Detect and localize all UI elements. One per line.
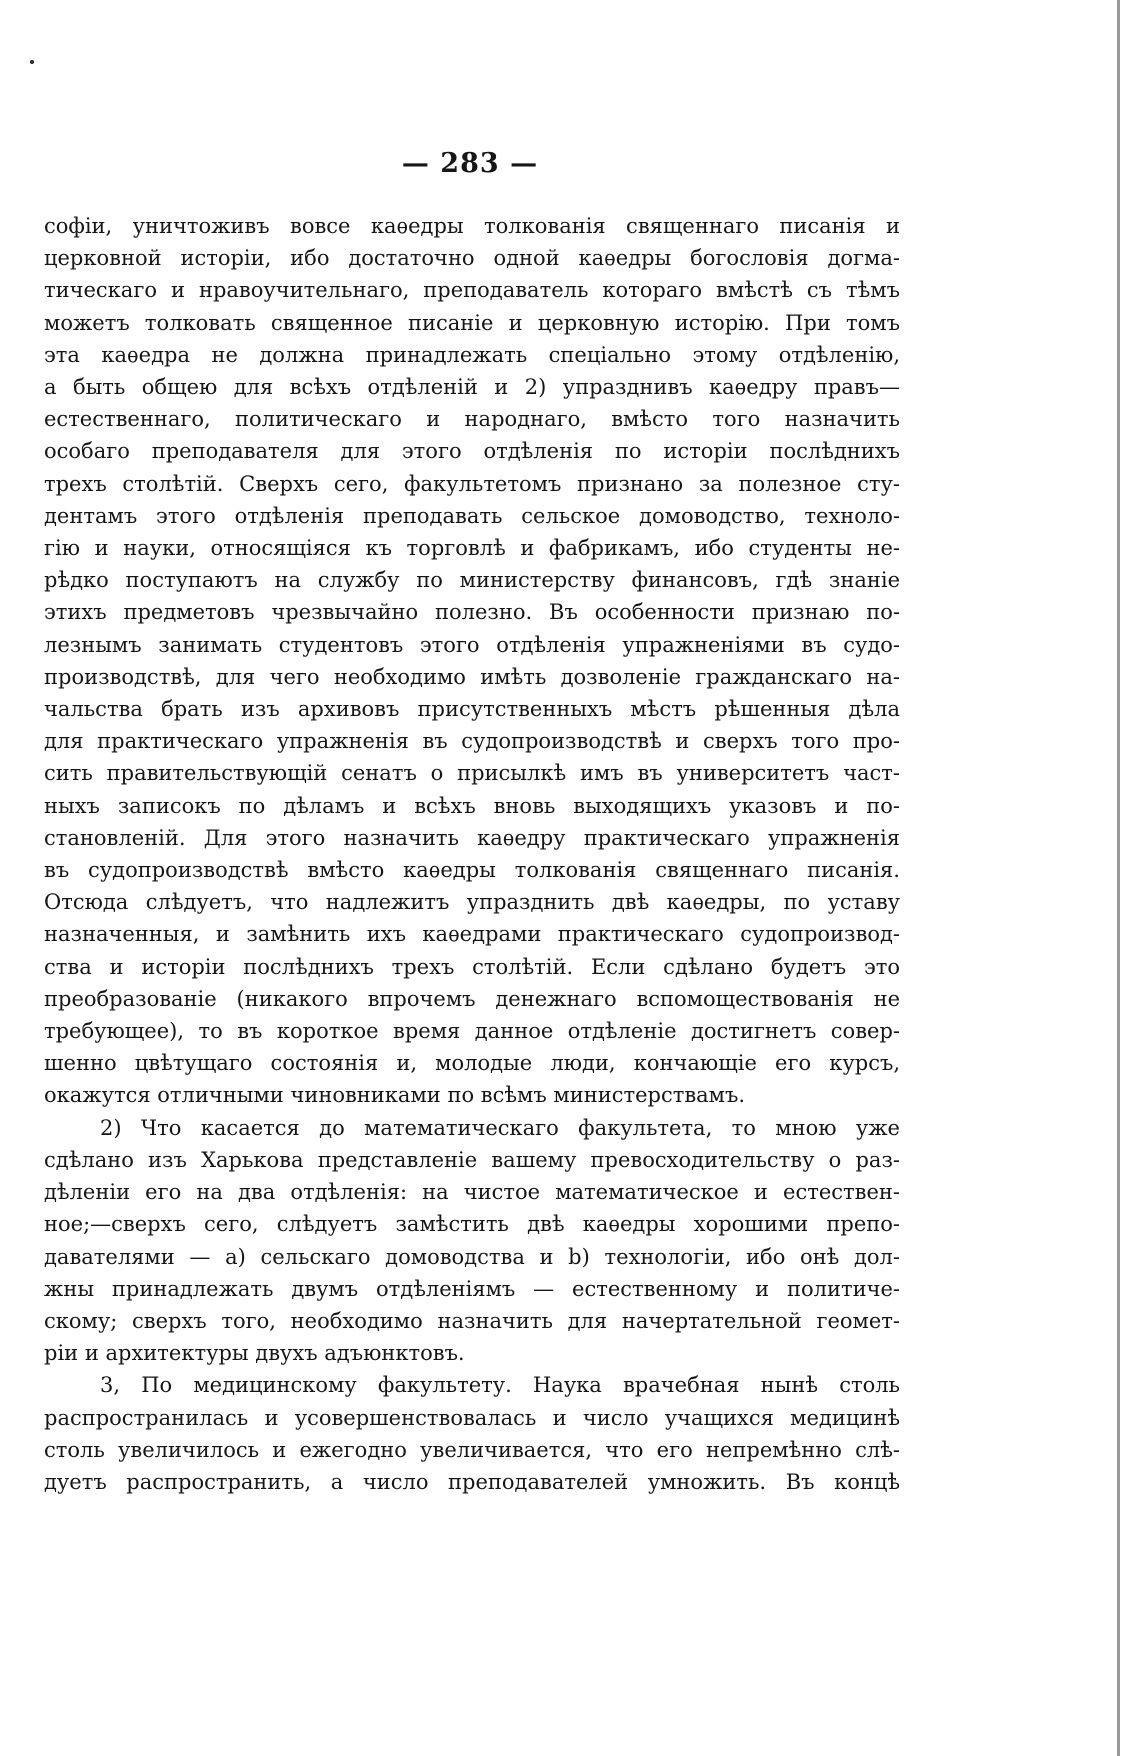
- text-line: дѣленіи его на два отдѣленія: на чистое математическое и естествен-: [44, 1180, 900, 1205]
- paragraph-end-line: окажутся отличными чиновниками по всѣмъ министерствамъ.: [44, 1083, 746, 1108]
- text-line: можетъ толковать священное писаніе и церковную исторію. При томъ: [44, 310, 900, 335]
- text-line: дуетъ распространить, а число преподавателей умножить. Въ концѣ: [44, 1469, 900, 1494]
- text-line: гію и науки, относящіяся къ торговлѣ и фабрикамъ, ибо студенты не-: [44, 536, 900, 561]
- text-line: шенно цвѣтущаго состоянія и, молодые люди, кончающіе его курсъ,: [44, 1051, 900, 1076]
- text-line: церковной исторіи, ибо достаточно одной каѳедры богословія догма-: [44, 246, 900, 271]
- scan-speck: [30, 60, 34, 64]
- page-text-block: [44, 210, 900, 1498]
- page-number: — 283 —: [401, 148, 539, 179]
- paragraph-start-line: 2) Что касается до математическаго факультета, то мною уже: [100, 1115, 900, 1140]
- text-line: софіи, уничтоживъ вовсе каѳедры толкованія священнаго писанія и: [44, 214, 900, 238]
- text-line: Отсюда слѣдуетъ, что надлежитъ упразднить двѣ каѳедры, по уставу: [44, 890, 900, 915]
- text-line: для практическаго упражненія въ судопроизводствѣ и сверхъ того про-: [44, 729, 900, 754]
- page-edge-rule: [1117, 0, 1120, 1756]
- text-line: естественнаго, политическаго и народнаго, вмѣсто того назначить: [44, 407, 900, 432]
- text-line: столь увеличилось и ежегодно увеличивается, что его непремѣнно слѣ-: [44, 1437, 900, 1462]
- paragraph-start-line: 3, По медицинскому факультету. Наука врачебная нынѣ столь: [100, 1373, 900, 1398]
- text-line: дентамъ этого отдѣленія преподавать сельское домоводство, техноло-: [44, 503, 900, 528]
- text-line: ное;—сверхъ сего, слѣдуетъ замѣстить двѣ каѳедры хорошими препо-: [44, 1212, 900, 1237]
- text-line: жны принадлежать двумъ отдѣленіямъ — естественному и политиче-: [44, 1276, 900, 1301]
- text-line: сдѣлано изъ Харькова представленіе вашему превосходительству о раз-: [44, 1147, 900, 1172]
- text-line: ства и исторіи послѣднихъ трехъ столѣтій. Если сдѣлано будетъ это: [44, 954, 900, 979]
- text-line: трехъ столѣтій. Сверхъ сего, факультетомъ признано за полезное сту-: [44, 471, 900, 496]
- text-line: а быть общею для всѣхъ отдѣленій и 2) упразднивъ каѳедру правъ—: [44, 375, 900, 400]
- text-line: требующее), то въ короткое время данное отдѣленіе достигнетъ совер-: [44, 1019, 900, 1044]
- text-line: этихъ предметовъ чрезвычайно полезно. Въ особенности признаю по-: [44, 600, 900, 625]
- text-line: ныхъ записокъ по дѣламъ и всѣхъ вновь выходящихъ указовъ и по-: [44, 793, 900, 818]
- text-line: преобразованіе (никакого впрочемъ денежнаго вспомоществованія не: [44, 986, 900, 1011]
- text-line: назначенныя, и замѣнить ихъ каѳедрами практическаго судопроизвод-: [44, 922, 900, 947]
- text-line: рѣдко поступаютъ на службу по министерству финансовъ, гдѣ знаніе: [44, 568, 900, 593]
- text-line: тическаго и нравоучительнаго, преподаватель котораго вмѣстѣ съ тѣмъ: [44, 278, 900, 303]
- text-line: скому; сверхъ того, необходимо назначить для начертательной геомет-: [44, 1308, 900, 1333]
- text-line: распространилась и усовершенствовалась и число учащихся медицинѣ: [44, 1405, 900, 1430]
- text-line: особаго преподавателя для этого отдѣленія по исторіи послѣднихъ: [44, 439, 900, 464]
- text-line: давателями — а) сельскаго домоводства и b) технологіи, ибо онѣ дол-: [44, 1244, 900, 1269]
- text-line: становленій. Для этого назначить каѳедру практическаго упражненія: [44, 825, 900, 850]
- text-line: въ судопроизводствѣ вмѣсто каѳедры толкованія священнаго писанія.: [44, 858, 900, 883]
- text-line: эта каѳедра не должна принадлежать спеціально этому отдѣленію,: [44, 342, 900, 367]
- text-line: сить правительствующій сенатъ о присылкѣ имъ въ университетъ част-: [44, 761, 900, 786]
- text-line: чальства брать изъ архивовъ присутственныхъ мѣстъ рѣшенныя дѣла: [44, 697, 900, 722]
- text-line: лезнымъ занимать студентовъ этого отдѣленія упражненіями въ судо-: [44, 632, 900, 657]
- text-line: производствѣ, для чего необходимо имѣть дозволеніе гражданскаго на-: [44, 664, 900, 689]
- paragraph-end-line: ріи и архитектуры двухъ адъюнктовъ.: [44, 1341, 465, 1366]
